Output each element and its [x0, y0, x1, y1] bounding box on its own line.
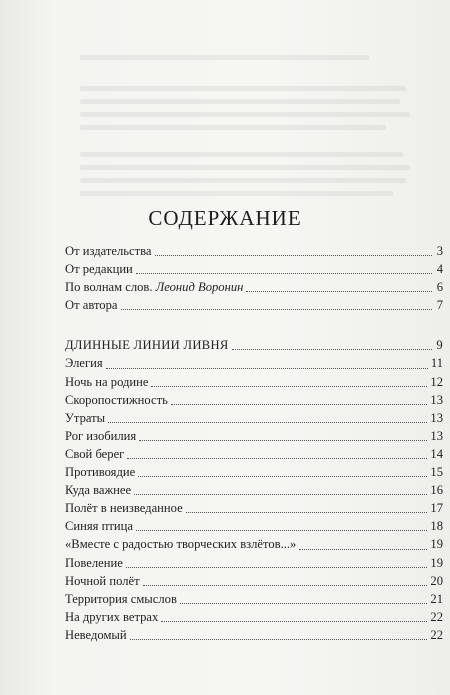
entry-page-number: 19 [430, 555, 443, 570]
entry-page-number: 13 [430, 410, 443, 425]
toc-entry-row[interactable] [65, 575, 443, 593]
front-matter-list [65, 245, 443, 317]
entry-page-number: 13 [430, 392, 443, 407]
dot-leader [180, 603, 428, 604]
toc-entry-row[interactable] [65, 520, 443, 538]
entry-title: От автора [65, 298, 118, 313]
dot-leader [106, 368, 428, 369]
entry-title: Полёт в неизведанное [65, 501, 183, 516]
entry-title: По волнам слов. Леонид Воронин [65, 280, 244, 295]
entry-title: «Вместе с радостью творческих взлётов...» [65, 537, 297, 552]
toc-front-matter-row[interactable] [65, 245, 443, 263]
entry-title: От издательства [65, 244, 152, 258]
dot-leader [246, 291, 432, 292]
toc-entry-row[interactable] [65, 484, 443, 502]
toc-front-matter-row[interactable] [65, 263, 443, 281]
dot-leader [108, 422, 427, 423]
dot-leader [127, 458, 427, 459]
entry-page-number: 16 [430, 483, 443, 498]
toc-entry-row[interactable] [65, 412, 443, 430]
toc-entry-row[interactable] [65, 593, 443, 611]
entry-title: Рог изобилия [65, 428, 137, 443]
entry-title: Ночной полёт [65, 573, 140, 588]
entry-page-number: 15 [430, 465, 443, 480]
toc-entry-row[interactable] [65, 466, 443, 484]
entry-page-number: 14 [430, 446, 443, 461]
dot-leader [232, 349, 432, 350]
entries-list [65, 357, 443, 647]
section-page-number: 9 [436, 338, 443, 353]
dot-leader [138, 476, 427, 477]
entry-title: Элегия [65, 356, 103, 371]
dot-leader [136, 530, 427, 531]
entry-title: Куда важнее [65, 483, 132, 498]
section-heading-row[interactable] [65, 339, 443, 357]
dot-leader [121, 309, 433, 310]
dot-leader [130, 639, 428, 640]
dot-leader [139, 440, 427, 441]
dot-leader [126, 567, 428, 568]
page-title: СОДЕРЖАНИЕ [148, 206, 302, 230]
dot-leader [134, 494, 427, 495]
entry-title: Противоядие [65, 465, 136, 480]
entry-page-number: 22 [430, 609, 443, 624]
entry-title: Свой берег [65, 446, 125, 461]
toc-front-matter-row[interactable] [65, 299, 443, 317]
dot-leader [299, 549, 427, 550]
entry-page-number: 6 [436, 280, 443, 295]
toc-entry-row[interactable] [65, 629, 443, 647]
entry-title: На других ветрах [65, 609, 159, 624]
entry-page-number: 13 [430, 428, 443, 443]
entry-page-number: 19 [430, 537, 443, 552]
entry-page-number: 11 [430, 356, 443, 371]
entry-title: Скоропостижность [65, 392, 168, 407]
section-spacer [65, 317, 443, 339]
toc-front-matter-row[interactable] [65, 281, 443, 299]
entry-page-number: 7 [436, 298, 443, 313]
toc-entry-row[interactable] [65, 376, 443, 394]
section-heading: ДЛИННЫЕ ЛИНИИ ЛИВНЯ [65, 338, 229, 353]
entry-page-number: 18 [430, 519, 443, 534]
toc-entry-row[interactable] [65, 538, 443, 556]
toc-entry-row[interactable] [65, 502, 443, 520]
dot-leader [171, 404, 428, 405]
entry-title: Синяя птица [65, 519, 133, 534]
entry-page-number: 22 [430, 627, 443, 642]
entry-page-number: 17 [430, 501, 443, 516]
dot-leader [143, 585, 428, 586]
entry-page-number: 4 [436, 262, 443, 277]
toc-entry-row[interactable] [65, 430, 443, 448]
entry-title: Утраты [65, 410, 106, 425]
entry-page-number: 3 [436, 244, 443, 258]
entry-page-number: 12 [430, 374, 443, 389]
toc-entry-row[interactable] [65, 557, 443, 575]
entry-title: Неведомый [65, 627, 127, 642]
toc-entry-row[interactable] [65, 357, 443, 375]
dot-leader [186, 512, 428, 513]
toc-entry-row[interactable] [65, 611, 443, 629]
toc-entry-row[interactable] [65, 394, 443, 412]
dot-leader [136, 273, 432, 274]
entry-title: Ночь на родине [65, 374, 149, 389]
dot-leader [151, 386, 427, 387]
entry-page-number: 21 [430, 591, 443, 606]
entry-title: Территория смыслов [65, 591, 177, 606]
table-of-contents [65, 245, 443, 647]
entry-title: От редакции [65, 262, 133, 277]
dot-leader [161, 621, 427, 622]
dot-leader [155, 255, 433, 256]
toc-entry-row[interactable] [65, 448, 443, 466]
entry-title: Повеление [65, 555, 123, 570]
entry-page-number: 20 [430, 573, 443, 588]
entry-author: Леонид Воронин [155, 280, 244, 295]
